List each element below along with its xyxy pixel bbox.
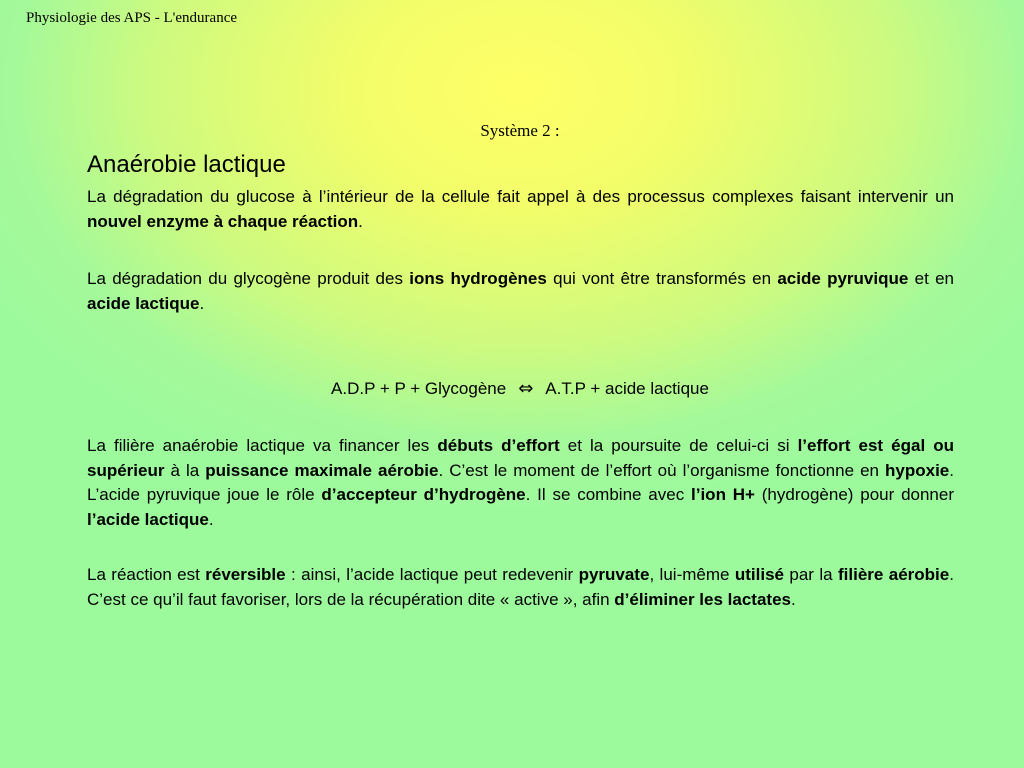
text-run: : ainsi, l’acide lactique peut redevenir [285,565,579,584]
equation-left: A.D.P + P + Glycogène [331,379,507,398]
text-run: et en [908,269,954,288]
paragraph-glycogen [87,267,954,316]
bold-term: l’effort est égal ou supérieur [87,436,955,480]
bold-term: l’acide lactique [87,509,209,529]
paragraph-reversible [87,563,954,612]
text-run: . [790,589,796,609]
text-run: (hydrogène) pour donner [754,485,955,504]
bold-term: d’éliminer les lactates [614,589,791,609]
bold-term: d’accepteur d’hydrogène [321,485,526,504]
text-run: . [199,293,205,313]
bold-term: réversible [205,565,286,584]
bold-term: acide lactique [87,293,200,313]
bold-term: acide pyruvique [777,269,909,288]
paragraph-lactic-pathway [87,434,954,532]
equation [0,377,1024,401]
text-run: La filière anaérobie lactique va financer les [87,436,438,455]
text-run: à la [164,460,206,480]
slide-title: Anaérobie lactique [87,151,286,178]
bold-term: hypoxie [885,460,950,480]
text-run: . [358,211,363,231]
bold-term: filière aérobie [837,565,950,584]
bold-term: l’ion H+ [691,485,755,504]
bold-term: débuts d’effort [437,436,560,455]
bold-term: ions hydrogènes [409,269,547,288]
paragraph-enzyme [87,185,954,234]
text-run: . Il se combine avec [525,485,692,504]
bold-term: puissance maximale aérobie [205,460,439,480]
bold-term: pyruvate [578,565,650,584]
system-label: Système 2 : [480,121,560,140]
equation-right: A.T.P + acide lactique [545,379,709,398]
text-run: . C’est ce qu’il faut favoriser, lors de la récupération dite « active », afin [87,565,954,609]
bold-term: utilisé [734,565,784,584]
bold-term: nouvel enzyme à chaque réaction [87,211,359,231]
header-title: Physiologie des APS - L'endurance [26,10,238,26]
text-run: et la poursuite de celui-ci si [559,436,798,455]
text-run: . [208,509,214,529]
text-run: qui vont être transformés en [546,269,778,288]
double-arrow-icon: ⇔ [518,378,534,399]
text-run: . C’est le moment de l’effort où l’organisme fonctionne en [438,460,886,480]
text-run: La dégradation du glucose à l’intérieur de la cellule fait appel à des processus complexes faisant intervenir un [87,187,954,206]
text-run: , lui-même [649,565,735,584]
text-run: La dégradation du glycogène produit des [87,269,410,288]
text-run: . L’acide pyruvique joue le rôle [87,460,954,504]
text-run: par la [783,565,838,584]
text-run: La réaction est [87,565,206,584]
